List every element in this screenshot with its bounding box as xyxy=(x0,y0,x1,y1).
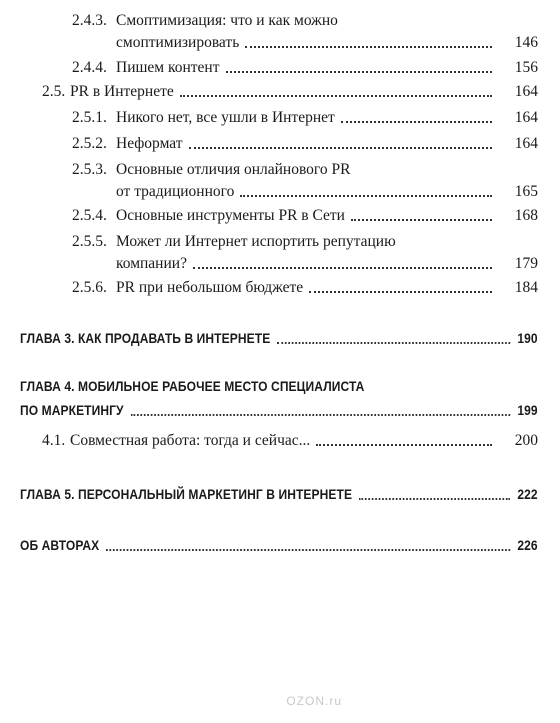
leader-dots xyxy=(359,497,510,500)
entry-title: Основные инструменты PR в Сети xyxy=(116,207,345,224)
toc-entry-2-5-3 xyxy=(72,159,538,203)
entry-number: 2.4.3. xyxy=(72,12,107,29)
page-number: 156 xyxy=(514,59,538,76)
page-number: 164 xyxy=(514,135,538,152)
leader-dots xyxy=(351,218,492,221)
page-number: 179 xyxy=(514,255,538,272)
leader-dots xyxy=(180,94,492,97)
page-number: 165 xyxy=(514,183,538,200)
toc-about-authors xyxy=(20,533,538,557)
page-number: 164 xyxy=(514,83,538,100)
entry-title: Смоптимизация: что и как можно xyxy=(116,12,338,29)
page-number: 168 xyxy=(514,207,538,224)
leader-dots xyxy=(245,45,492,48)
toc-entry-2-5-1 xyxy=(72,107,538,129)
entry-number: 2.5.2. xyxy=(72,135,107,152)
entry-title-cont: от традиционного xyxy=(116,183,235,200)
leader-dots xyxy=(341,120,492,123)
page-number: 200 xyxy=(514,432,538,449)
entry-title: PR при небольшом бюджете xyxy=(116,279,304,296)
watermark: OZON.ru xyxy=(286,694,342,708)
entry-title: Никого нет, все ушли в Интернет xyxy=(116,109,335,126)
toc-chapter-4 xyxy=(20,374,538,422)
page-number: 226 xyxy=(517,537,538,553)
toc-entry-2-5-5 xyxy=(72,231,538,275)
entry-title-cont: компании? xyxy=(116,255,187,272)
page-number: 190 xyxy=(517,330,538,346)
toc-entry-2-5-4 xyxy=(72,205,538,227)
entry-title: Основные отличия онлайнового PR xyxy=(116,161,351,178)
toc-chapter-3 xyxy=(20,326,538,350)
entry-title: Неформат xyxy=(116,135,183,152)
chapter-title-cont: ПО МАРКЕТИНГУ xyxy=(20,402,124,418)
leader-dots xyxy=(189,146,492,149)
chapter-title: ГЛАВА 5. ПЕРСОНАЛЬНЫЙ МАРКЕТИНГ В ИНТЕРНЕТЕ xyxy=(20,486,353,502)
toc-entry-2-5-6 xyxy=(72,277,538,299)
page-number: 146 xyxy=(514,34,538,51)
entry-number: 4.1. xyxy=(42,432,66,449)
page-number: 199 xyxy=(517,402,538,418)
toc-entry-4-1 xyxy=(42,430,538,452)
entry-title: Совместная работа: тогда и сейчас... xyxy=(70,432,311,449)
chapter-title: ГЛАВА 3. КАК ПРОДАВАТЬ В ИНТЕРНЕТЕ xyxy=(20,330,271,346)
entry-number: 2.5.4. xyxy=(72,207,107,224)
leader-dots xyxy=(309,290,492,293)
entry-title-cont: смоптимизировать xyxy=(116,34,240,51)
leader-dots xyxy=(277,341,510,344)
leader-dots xyxy=(131,413,511,416)
entry-number: 2.5. xyxy=(42,83,66,100)
toc-entry-2-5-2 xyxy=(72,133,538,155)
toc-chapter-5 xyxy=(20,482,538,506)
page-number: 164 xyxy=(514,109,538,126)
entry-title: Может ли Интернет испортить репутацию xyxy=(116,233,396,250)
toc-entry-2-4-3 xyxy=(72,10,538,54)
entry-number: 2.5.6. xyxy=(72,279,107,296)
entry-number: 2.5.5. xyxy=(72,233,107,250)
section-title: ОБ АВТОРАХ xyxy=(20,537,100,553)
page-number: 222 xyxy=(517,486,538,502)
chapter-title: ГЛАВА 4. МОБИЛЬНОЕ РАБОЧЕЕ МЕСТО СПЕЦИАЛИСТА xyxy=(20,378,365,394)
entry-number: 2.4.4. xyxy=(72,59,107,76)
leader-dots xyxy=(106,548,510,551)
entry-title: Пишем контент xyxy=(116,59,220,76)
toc-entry-2-4-4 xyxy=(72,57,538,79)
leader-dots xyxy=(240,194,492,197)
entry-number: 2.5.1. xyxy=(72,109,107,126)
entry-title: PR в Интернете xyxy=(70,83,174,100)
leader-dots xyxy=(193,266,492,269)
toc-entry-2-5 xyxy=(42,81,538,103)
leader-dots xyxy=(226,70,493,73)
page-number: 184 xyxy=(514,279,538,296)
entry-number: 2.5.3. xyxy=(72,161,107,178)
leader-dots xyxy=(316,443,492,446)
